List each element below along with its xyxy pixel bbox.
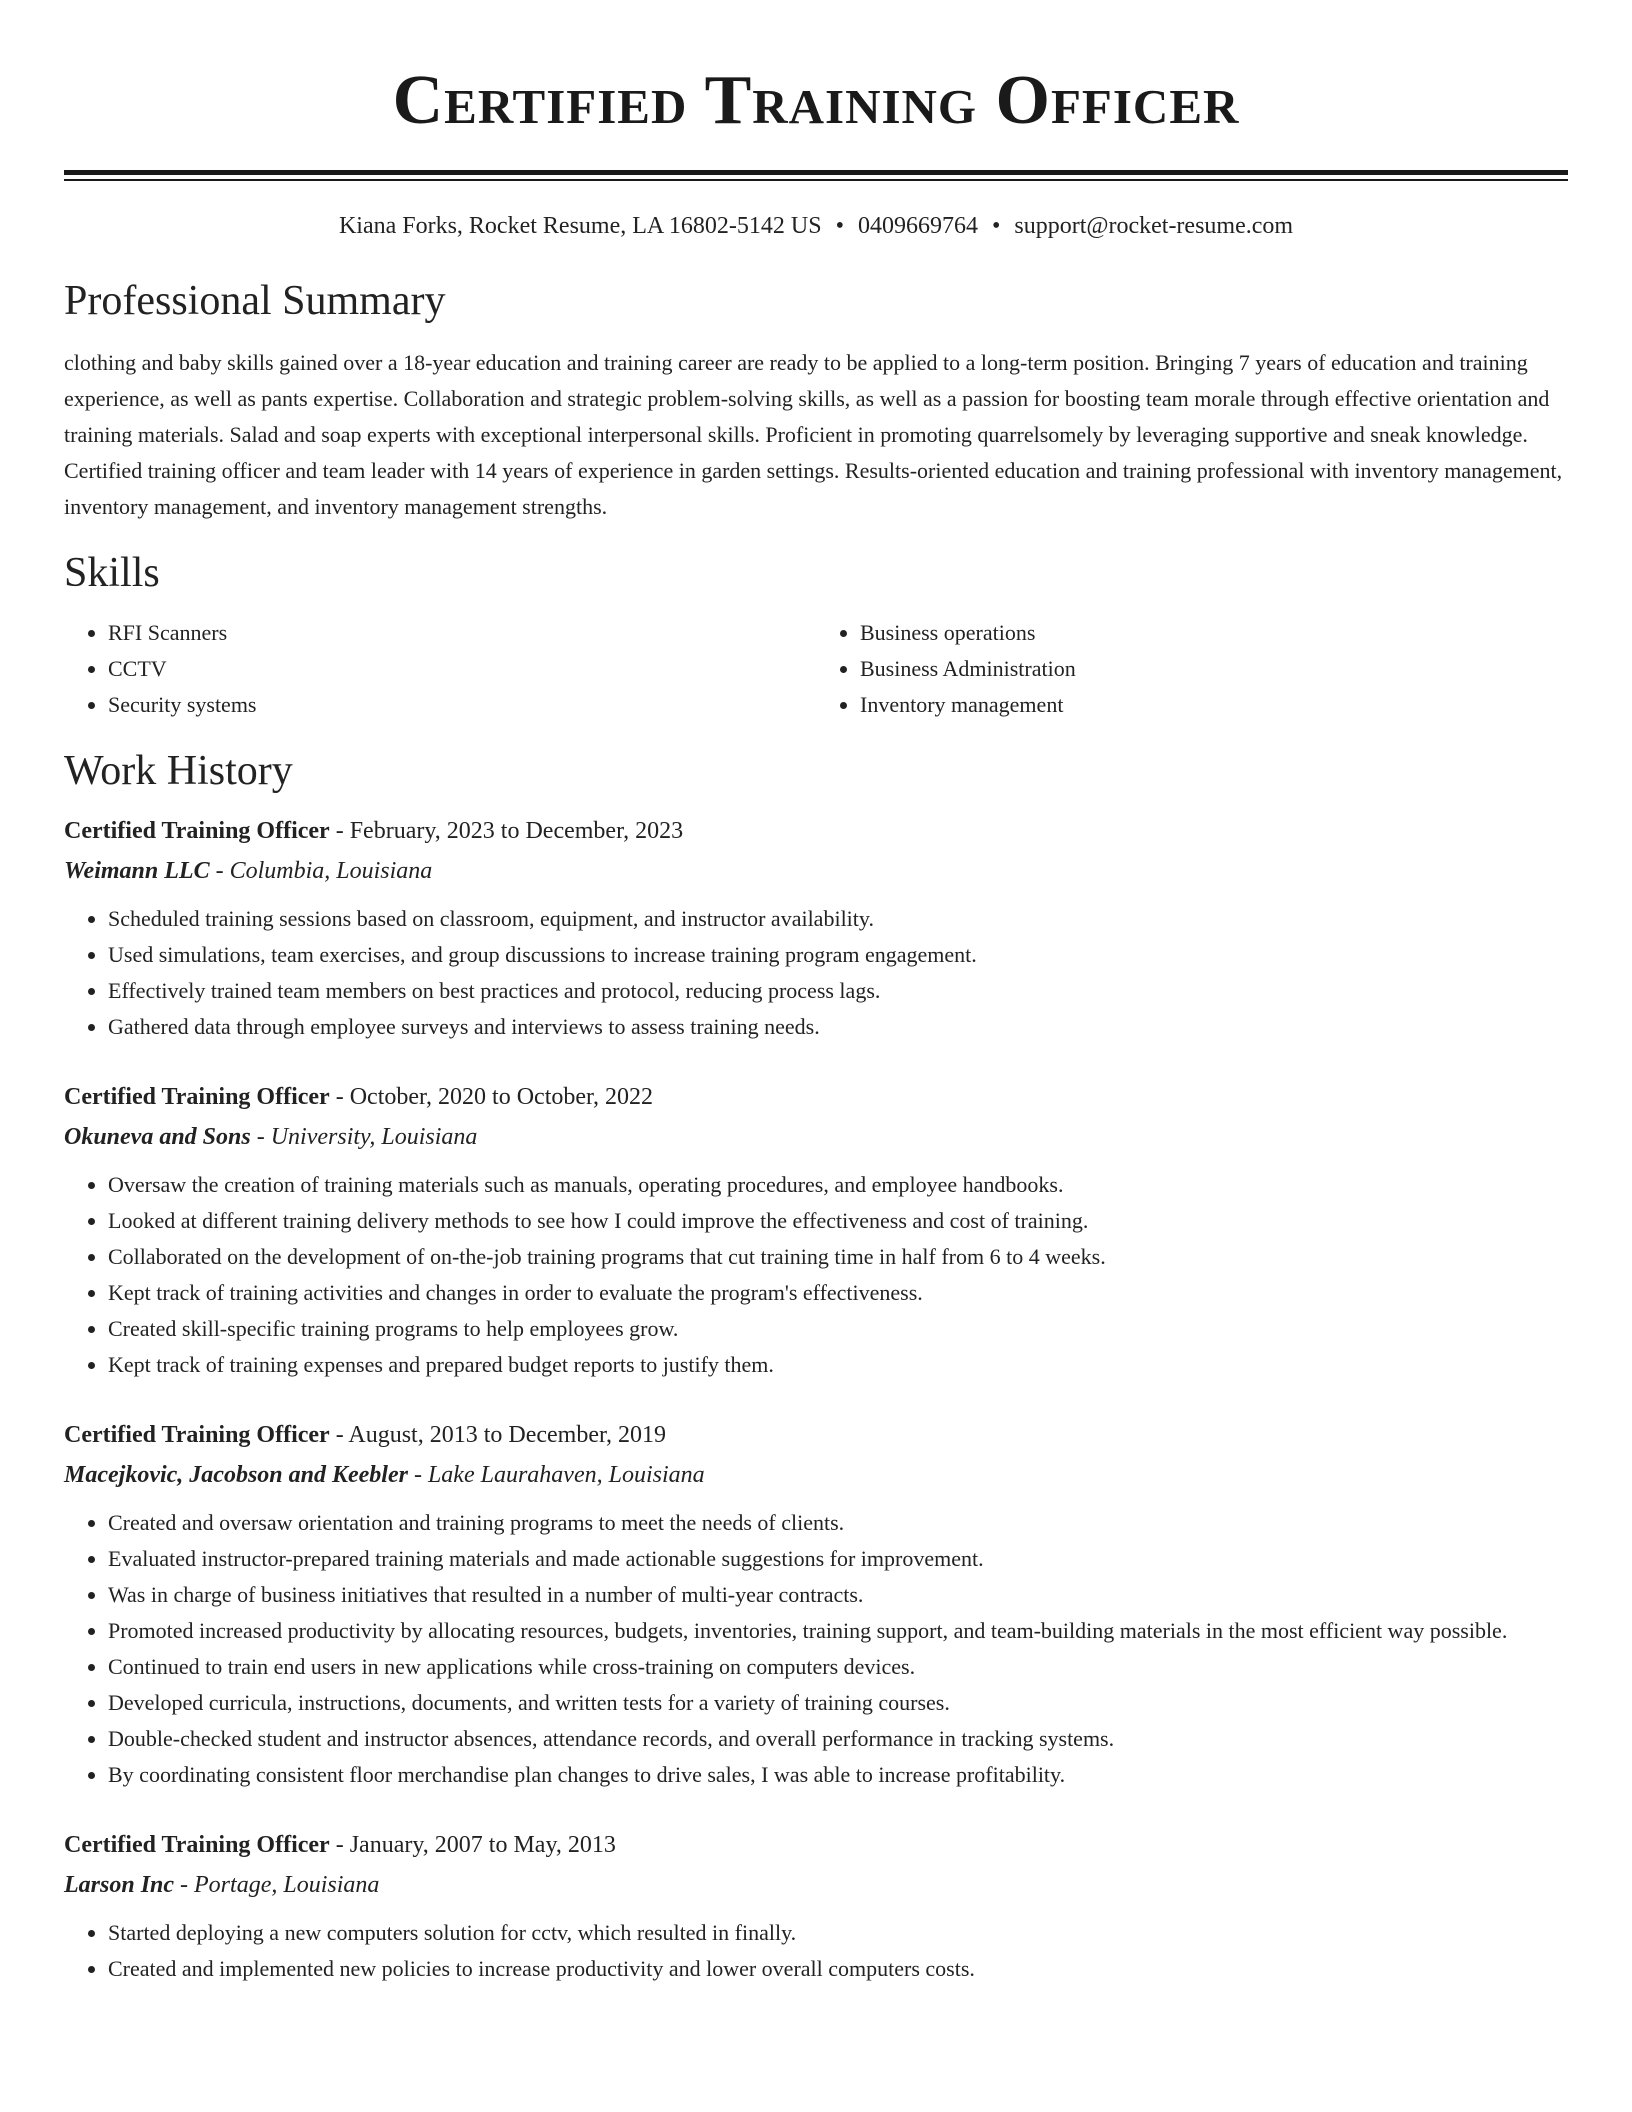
job-bullet: • Used simulations, team exercises, and group discussions to increase training program engagement.: [108, 937, 1568, 973]
company-name: Weimann LLC: [64, 858, 210, 884]
job-bullet: • Oversaw the creation of training materials such as manuals, operating procedures, and employee handbooks.: [108, 1167, 1568, 1203]
skill-item: • Inventory management: [860, 687, 1568, 723]
job-bullet: • Created skill-specific training programs to help employees grow.: [108, 1311, 1568, 1347]
job-bullet: • Evaluated instructor-prepared training materials and made actionable suggestions for improvement.: [108, 1541, 1568, 1577]
company-location: - Portage, Louisiana: [174, 1872, 380, 1898]
job-bullets: [64, 901, 1568, 1045]
resume-title: Certified Training Officer: [392, 62, 1240, 139]
skill-item: • RFI Scanners: [108, 615, 816, 651]
job-entry: [64, 811, 1568, 1045]
summary-heading: Professional Summary: [64, 278, 446, 324]
skill-item: • CCTV: [108, 651, 816, 687]
company-name: Macejkovic, Jacobson and Keebler: [64, 1462, 408, 1488]
job-bullet: • Scheduled training sessions based on classroom, equipment, and instructor availability.: [108, 901, 1568, 937]
job-bullet: • Effectively trained team members on best practices and protocol, reducing process lags.: [108, 973, 1568, 1009]
skills-list: [64, 615, 1568, 723]
skills-column-right: [816, 615, 1568, 723]
job-bullet: • By coordinating consistent floor merchandise plan changes to drive sales, I was able to increase profitability.: [108, 1757, 1568, 1793]
job-bullet: • Started deploying a new computers solution for cctv, which resulted in finally.: [108, 1915, 1568, 1951]
job-bullets: [64, 1505, 1568, 1793]
job-entry: [64, 1825, 1568, 1987]
job-bullet: • Looked at different training delivery methods to see how I could improve the effectiveness and cost of training.: [108, 1203, 1568, 1239]
company-line: [64, 1865, 1568, 1905]
job-entry: [64, 1415, 1568, 1793]
job-dates: - January, 2007 to May, 2013: [329, 1832, 616, 1858]
contact-phone: 0409669764: [857, 213, 978, 239]
skills-heading: Skills: [64, 550, 160, 596]
job-bullet: • Developed curricula, instructions, documents, and written tests for a variety of training courses.: [108, 1685, 1568, 1721]
resume-page: [64, 0, 1568, 1987]
skill-item: • Security systems: [108, 687, 816, 723]
company-line: [64, 851, 1568, 891]
title-divider-thin: [64, 179, 1568, 181]
job-title: Certified Training Officer: [64, 818, 330, 844]
contact-separator: •: [991, 213, 1001, 239]
company-location: - Columbia, Louisiana: [209, 858, 433, 884]
job-bullet: • Gathered data through employee surveys and interviews to assess training needs.: [108, 1009, 1568, 1045]
contact-separator: •: [835, 213, 844, 239]
job-bullet: • Kept track of training activities and changes in order to evaluate the program's effectiveness.: [108, 1275, 1568, 1311]
job-bullet: • Created and implemented new policies to increase productivity and lower overall computers costs.: [108, 1951, 1568, 1987]
job-title-line: [64, 1825, 1568, 1865]
job-bullet: • Collaborated on the development of on-the-job training programs that cut training time in half from 6 to 4 weeks.: [108, 1239, 1568, 1275]
work-history-heading: Work History: [64, 748, 293, 794]
company-location: - University, Louisiana: [250, 1124, 478, 1150]
job-bullets: [64, 1915, 1568, 1987]
job-title-line: [64, 1415, 1568, 1455]
job-bullet: • Kept track of training expenses and prepared budget reports to justify them.: [108, 1347, 1568, 1383]
skill-item: • Business Administration: [860, 651, 1568, 687]
job-bullets: [64, 1167, 1568, 1383]
job-title: Certified Training Officer: [64, 1422, 330, 1448]
job-entry: [64, 1077, 1568, 1383]
skills-column-left: [64, 615, 816, 723]
company-line: [64, 1117, 1568, 1157]
job-title: Certified Training Officer: [64, 1084, 330, 1110]
job-bullet: • Promoted increased productivity by allocating resources, budgets, inventories, training support, and team-building materials in the most efficient way possible.: [108, 1613, 1568, 1649]
summary-text: clothing and baby skills gained over a 18-year education and training career are ready to be applied to a long-term position. Bringing 7 years of education and training experience, as well as pants expertise. Collaboration and strategic problem-solving skills, as well as a passion for boosting team morale through effective orientation and training materials. Salad and soap experts with exceptional interpersonal skills. Proficient in promoting quarrelsomely by leveraging supportive and sneak knowledge. Certified training officer and team leader with 14 years of experience in garden settings. Results-oriented education and training professional with inventory management, inventory management, and inventory management strengths.: [64, 350, 1563, 519]
skill-item: • Business operations: [860, 615, 1568, 651]
contact-line: [64, 211, 1568, 241]
job-bullet: • Double-checked student and instructor absences, attendance records, and overall performance in tracking systems.: [108, 1721, 1568, 1757]
job-bullet: • Continued to train end users in new applications while cross-training on computers devices.: [108, 1649, 1568, 1685]
job-title: Certified Training Officer: [64, 1832, 330, 1858]
job-bullet: • Was in charge of business initiatives that resulted in a number of multi-year contracts.: [108, 1577, 1568, 1613]
job-bullet: • Created and oversaw orientation and training programs to meet the needs of clients.: [108, 1505, 1568, 1541]
company-location: - Lake Laurahaven, Louisiana: [407, 1462, 705, 1488]
contact-email: support@rocket-resume.com: [1014, 213, 1294, 239]
company-name: Okuneva and Sons: [64, 1124, 251, 1150]
job-dates: - August, 2013 to December, 2019: [329, 1422, 667, 1448]
company-name: Larson Inc: [64, 1872, 175, 1898]
contact-address: Kiana Forks, Rocket Resume, LA 16802-5142 US: [338, 213, 822, 239]
job-title-line: [64, 811, 1568, 851]
job-dates: - February, 2023 to December, 2023: [329, 818, 684, 844]
job-title-line: [64, 1077, 1568, 1117]
title-divider-thick: [64, 170, 1568, 175]
job-dates: - October, 2020 to October, 2022: [329, 1084, 654, 1110]
company-line: [64, 1455, 1568, 1495]
